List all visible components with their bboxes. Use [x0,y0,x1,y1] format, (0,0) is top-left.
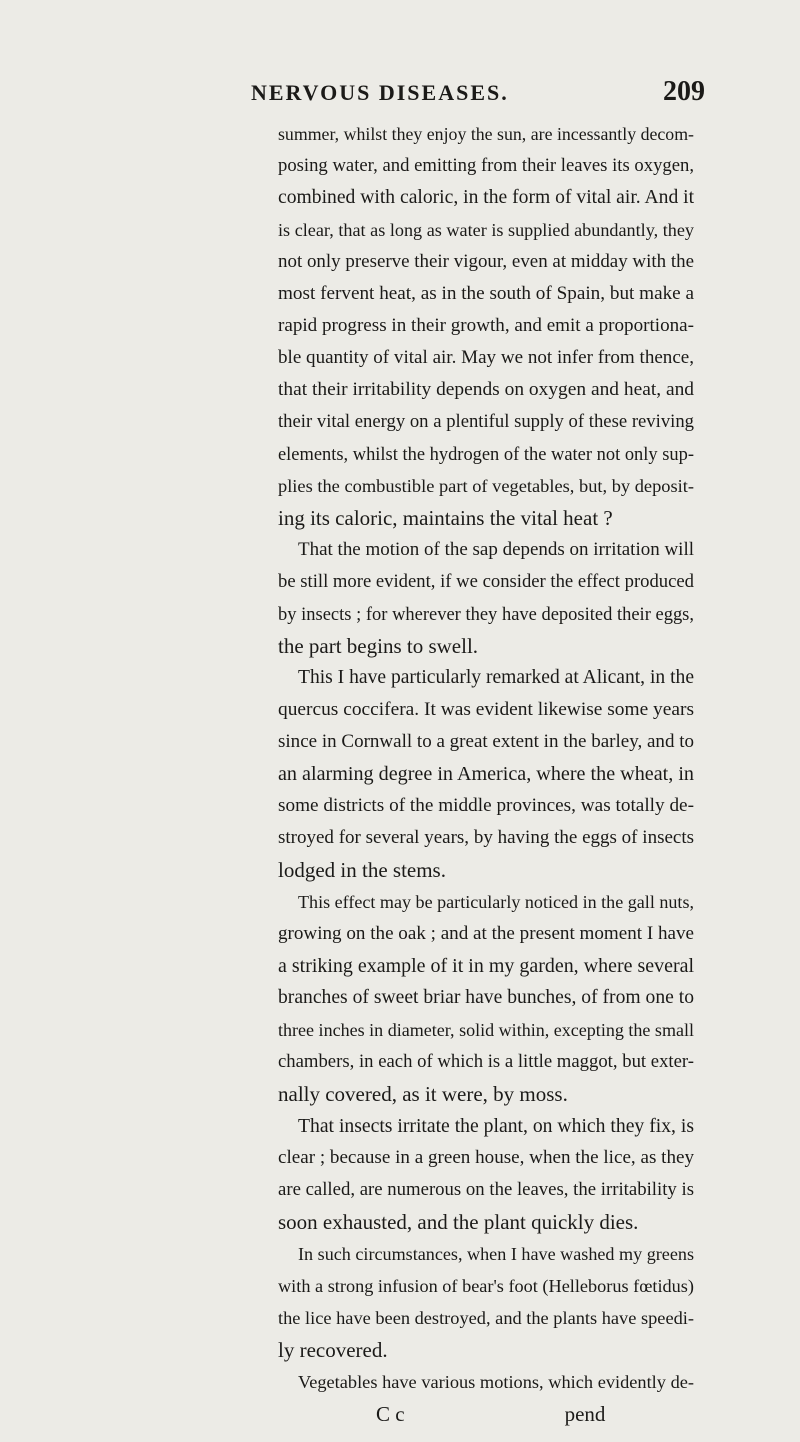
text-line: their vital energy on a plentiful supply of these reviving [278,411,694,432]
text-line: not only preserve their vigour, even at midday with the [278,251,694,272]
text-line: That the motion of the sap depends on irritation will [298,539,694,560]
text-line: In such circumstances, when I have washed my greens [298,1244,694,1264]
text-line: stroyed for several years, by having the eggs of insects [278,827,694,848]
signature-mark: C c [376,1402,405,1426]
text-line: posing water, and emitting from their leaves its oxygen, [278,155,694,176]
text-line: ly recovered. [278,1338,388,1362]
text-line: branches of sweet briar have bunches, of from one to [278,987,695,1008]
text-line: Vegetables have various motions, which evidently de- [298,1372,694,1392]
text-line: summer, whilst they enjoy the sun, are incessantly decom- [278,124,694,144]
text-line: plies the combustible part of vegetables, but, by deposit- [278,476,694,496]
footer-line [278,1398,694,1430]
text-line: by insects ; for wherever they have deposited their eggs, [278,604,694,624]
text-line: the part begins to swell. [278,634,479,658]
text-line: the lice have been destroyed, and the plants have speedi- [278,1308,694,1328]
text-line: This effect may be particularly noticed in the gall nuts, [298,892,694,912]
text-line: be still more evident, if we consider the effect produced [278,571,694,592]
text-line: combined with caloric, in the form of vital air. And it [278,187,695,208]
body-text [278,118,694,1430]
text-line: nally covered, as it were, by moss. [278,1082,568,1106]
text-line: rapid progress in their growth, and emit a proportiona- [278,315,694,336]
text-line: are called, are numerous on the leaves, the irritability is [278,1179,694,1200]
text-line: elements, whilst the hydrogen of the water not only sup- [278,444,694,464]
text-line: a striking example of it in my garden, where several [278,955,694,977]
page-number: 209 [663,76,705,107]
text-line: That insects irritate the plant, on which they fix, is [298,1115,694,1137]
text-line: This I have particularly remarked at Alicant, in the [298,667,694,688]
text-line: an alarming degree in America, where the wheat, in [278,763,694,785]
text-line: ing its caloric, maintains the vital heat ? [278,506,613,530]
text-line: lodged in the stems. [278,858,446,882]
text-line: quercus coccifera. It was evident likewise some years [278,699,694,720]
text-line: most fervent heat, as in the south of Spain, but make a [278,283,694,304]
running-head: NERVOUS DISEASES. [251,80,509,105]
text-line: is clear, that as long as water is supplied abundantly, they [278,220,694,240]
text-line: soon exhausted, and the plant quickly dies. [278,1210,639,1234]
text-line: three inches in diameter, solid within, excepting the small [278,1020,694,1040]
text-line: clear ; because in a green house, when the lice, as they [278,1147,694,1168]
text-line: growing on the oak ; and at the present moment I have [278,923,694,944]
text-line: ble quantity of vital air. May we not infer from thence, [278,347,694,368]
catchword: pend [564,1402,606,1426]
text-line: with a strong infusion of bear's foot (Helleborus fœtidus) [278,1276,694,1296]
text-line: that their irritability depends on oxygen and heat, and [278,379,694,400]
text-line: since in Cornwall to a great extent in the barley, and to [278,731,694,752]
text-line: chambers, in each of which is a little maggot, but exter- [278,1051,694,1072]
text-line: some districts of the middle provinces, was totally de- [278,795,694,816]
